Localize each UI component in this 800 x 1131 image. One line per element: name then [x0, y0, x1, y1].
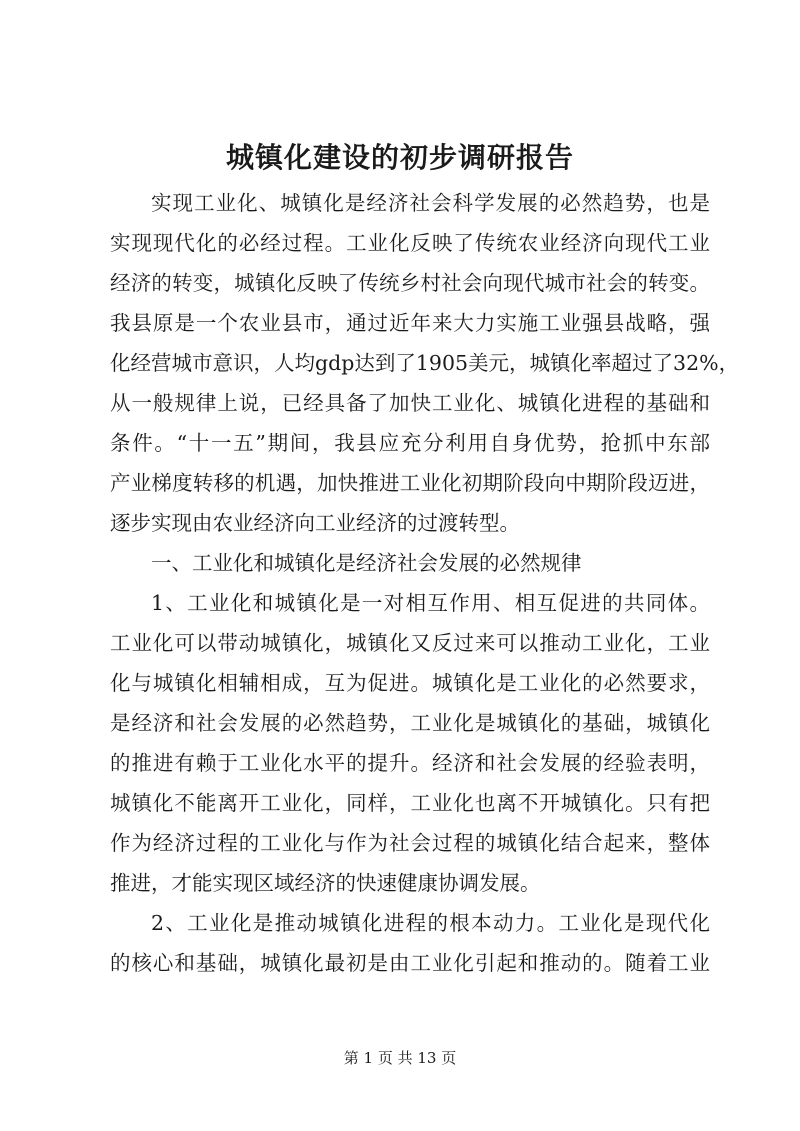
paragraph-line: 的推进有赖于工业化水平的提升。经济和社会发展的经验表明， — [110, 751, 710, 775]
paragraph-line: 1、工业化和城镇化是一对相互作用、相互促进的共同体。 — [151, 591, 710, 615]
paragraph-line: 工业化可以带动城镇化，城镇化又反过来可以推动工业化，工业 — [110, 631, 710, 655]
document-title: 城镇化建设的初步调研报告 — [225, 141, 574, 174]
paragraph-line: 逐步实现由农业经济向工业经济的过渡转型。 — [110, 511, 520, 535]
paragraph-line: 从一般规律上说，已经具备了加快工业化、城镇化进程的基础和 — [110, 391, 710, 415]
paragraph-line: 化经营城市意识，人均gdp达到了1905美元，城镇化率超过了32%， — [110, 351, 740, 375]
paragraph-line: 我县原是一个农业县市，通过近年来大力实施工业强县战略，强 — [110, 311, 710, 335]
paragraph-line: 经济的转变，城镇化反映了传统乡村社会向现代城市社会的转变。 — [110, 271, 710, 295]
paragraph-line: 是经济和社会发展的必然趋势，工业化是城镇化的基础，城镇化 — [110, 711, 710, 735]
paragraph-line: 实现现代化的必经过程。工业化反映了传统农业经济向现代工业 — [110, 231, 710, 255]
paragraph-line: 条件。“十一五”期间，我县应充分利用自身优势，抢抓中东部 — [110, 431, 710, 455]
paragraph-line: 推进，才能实现区域经济的快速健康协调发展。 — [110, 871, 541, 895]
section-heading: 一、工业化和城镇化是经济社会发展的必然规律 — [151, 551, 582, 575]
page-number-footer: 第 1 页 共 13 页 — [343, 1049, 457, 1067]
paragraph-line: 的核心和基础，城镇化最初是由工业化引起和推动的。随着工业 — [110, 951, 710, 975]
paragraph-line: 实现工业化、城镇化是经济社会科学发展的必然趋势，也是 — [151, 191, 710, 215]
document-body — [110, 183, 740, 983]
paragraph-line: 作为经济过程的工业化与作为社会过程的城镇化结合起来，整体 — [110, 831, 710, 855]
paragraph-line: 化与城镇化相辅相成，互为促进。城镇化是工业化的必然要求， — [110, 671, 710, 695]
paragraph-line: 城镇化不能离开工业化，同样，工业化也离不开城镇化。只有把 — [110, 791, 710, 815]
paragraph-line: 2、工业化是推动城镇化进程的根本动力。工业化是现代化 — [151, 911, 710, 935]
paragraph-line: 产业梯度转移的机遇，加快推进工业化初期阶段向中期阶段迈进， — [110, 471, 710, 495]
